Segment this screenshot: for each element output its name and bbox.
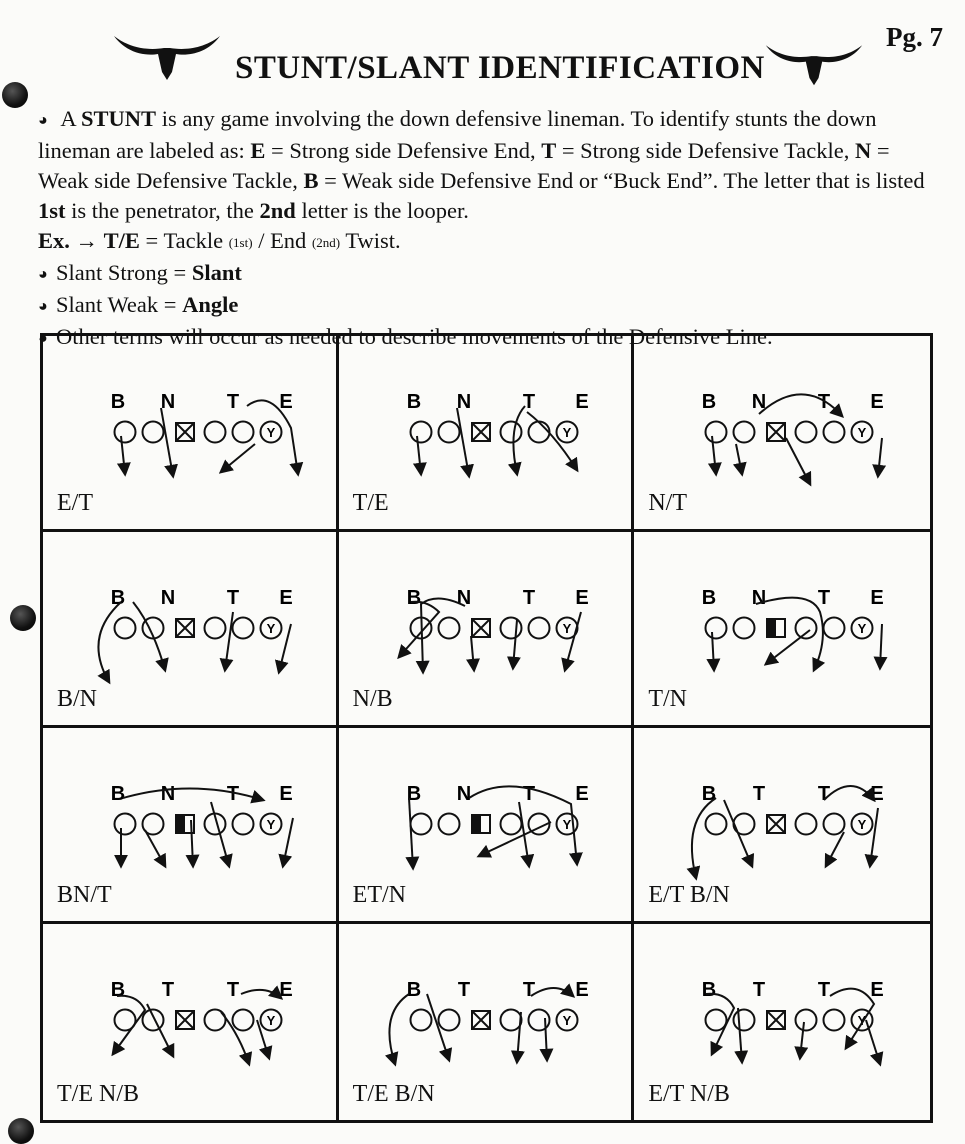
stunt-diagram-cell	[43, 924, 339, 1120]
defender-letter: E	[574, 783, 589, 805]
defender-letter: N	[456, 783, 471, 805]
stunt-diagram-cell	[43, 532, 339, 728]
movement-arrow	[545, 1018, 547, 1060]
offensive-lineman	[824, 422, 845, 443]
defender-letter: T	[226, 587, 240, 609]
movement-arrow	[241, 990, 281, 998]
stunt-diagram-cell	[43, 336, 339, 532]
stunt-label: T/E	[352, 490, 389, 516]
offensive-lineman	[143, 1010, 164, 1031]
offensive-lineman	[706, 814, 727, 835]
movement-arrow	[113, 996, 145, 1054]
center-x-mark	[472, 423, 490, 441]
offensive-lineman	[438, 422, 459, 443]
offensive-lineman	[233, 422, 254, 443]
intro-text	[38, 104, 938, 354]
offensive-lineman	[500, 1010, 521, 1031]
stunt-label: N/B	[352, 686, 393, 712]
tight-end-label: Y	[857, 1013, 867, 1028]
offensive-lineman	[734, 422, 755, 443]
offensive-lineman	[438, 814, 459, 835]
stunt-label: N/T	[648, 490, 687, 516]
defender-letter: B	[110, 587, 126, 609]
offensive-lineman	[528, 422, 549, 443]
offensive-lineman	[528, 618, 549, 639]
defender-letter: E	[870, 587, 884, 609]
defender-letter: E	[574, 979, 589, 1001]
bullet-helmet-icon: ◕	[38, 330, 48, 347]
center-x-mark	[472, 1011, 490, 1029]
offensive-lineman	[410, 422, 431, 443]
stunt-diagram-cell	[43, 728, 339, 924]
movement-arrow	[706, 994, 734, 1054]
movement-arrow	[531, 988, 573, 996]
stunt-diagram-cell	[634, 532, 930, 728]
defender-letter: T	[522, 587, 535, 609]
defender-letter: T	[522, 979, 535, 1001]
intro-paragraph: ◕ A STUNT is any game involving the down defensive lineman. To identify stunts the down lineman are labeled as: E = Strong side Defensive End, T = Strong side Defensive Tackle, N = Weak side Defensive Tackle, B = Weak side Defensive End or “Buck End”. The letter that is listed 1st is the penetrator, the 2nd letter is the looper.	[38, 106, 925, 223]
center-x-mark	[767, 1011, 785, 1029]
offensive-lineman	[500, 618, 521, 639]
defender-letter: B	[406, 783, 421, 805]
defender-letter: N	[160, 391, 176, 413]
defender-letter: N	[752, 587, 767, 609]
stunt-label: E/T B/N	[648, 882, 730, 908]
tight-end-label: Y	[562, 1013, 571, 1028]
tight-end-label: Y	[857, 621, 867, 636]
defender-letter: E	[279, 587, 293, 609]
defender-letter: E	[870, 979, 884, 1001]
binder-hole-middle	[10, 605, 36, 631]
offensive-lineman	[706, 1010, 727, 1031]
offensive-lineman	[233, 1010, 254, 1031]
movement-arrow	[123, 788, 263, 800]
binder-hole-top	[2, 82, 28, 108]
movement-arrow	[283, 818, 293, 866]
example-line: Ex. → T/E = Tackle (1st) / End (2nd) Twist.	[38, 228, 401, 253]
offensive-lineman	[143, 422, 164, 443]
center-x-mark	[176, 619, 194, 637]
defender-letter: T	[818, 587, 831, 609]
movement-arrow	[457, 408, 469, 476]
offensive-lineman	[205, 422, 226, 443]
movement-arrow	[880, 624, 882, 668]
slant-strong-line: ◕ Slant Strong = Slant	[38, 258, 938, 290]
stunt-label: BN/T	[57, 882, 112, 908]
offensive-lineman	[115, 422, 136, 443]
defender-letter: N	[456, 587, 471, 609]
defender-letter: T	[226, 783, 240, 805]
defender-letter: T	[457, 979, 470, 1001]
movement-arrow	[399, 602, 439, 657]
offensive-lineman	[233, 814, 254, 835]
defender-letter: B	[702, 979, 717, 1001]
defender-letter: E	[574, 391, 589, 413]
tight-end-label: Y	[857, 425, 867, 440]
offensive-lineman	[205, 618, 226, 639]
defender-letter: T	[522, 391, 535, 413]
defender-letter: N	[752, 391, 767, 413]
offensive-lineman	[706, 618, 727, 639]
stunt-diagram-cell	[339, 532, 635, 728]
offensive-lineman	[706, 422, 727, 443]
offensive-lineman	[734, 1010, 755, 1031]
offensive-lineman	[824, 814, 845, 835]
offensive-lineman	[410, 1010, 431, 1031]
center-x-mark	[176, 423, 194, 441]
longhorn-logo-right	[764, 38, 864, 88]
defender-letter: B	[702, 391, 717, 413]
bullet-helmet-icon: ◕	[38, 266, 48, 283]
movement-arrow	[692, 798, 716, 878]
defender-letter: T	[753, 979, 766, 1001]
defender-letter: E	[574, 587, 589, 609]
movement-arrow	[800, 1022, 804, 1058]
center-half-fill	[176, 815, 185, 833]
offensive-lineman	[734, 618, 755, 639]
defender-letter: B	[406, 391, 421, 413]
tight-end-label: Y	[562, 817, 571, 832]
defender-letter: N	[160, 587, 176, 609]
stunt-label: E/T N/B	[648, 1081, 730, 1107]
defender-letter: B	[110, 391, 126, 413]
tight-end-label: Y	[857, 817, 867, 832]
stunt-diagram-cell	[339, 924, 635, 1120]
offensive-lineman	[115, 814, 136, 835]
movement-arrow	[221, 444, 255, 472]
defender-letter: B	[406, 979, 421, 1001]
bullet-helmet-icon: ◕	[38, 298, 48, 315]
defender-letter: N	[160, 783, 176, 805]
defender-letter: B	[110, 783, 126, 805]
offensive-lineman	[438, 1010, 459, 1031]
defender-letter: T	[226, 979, 240, 1001]
arrow-right-icon: →	[75, 228, 99, 253]
movement-arrow	[225, 612, 233, 670]
movement-arrow	[98, 602, 121, 682]
defender-letter: T	[161, 979, 175, 1001]
offensive-lineman	[796, 618, 817, 639]
stunt-label: B/N	[57, 686, 98, 712]
movement-arrow	[517, 1012, 521, 1062]
stunt-diagram-grid	[40, 333, 933, 1123]
defender-letter: T	[753, 783, 766, 805]
center-x-mark	[767, 423, 785, 441]
center-x-mark	[472, 619, 490, 637]
defender-letter: E	[279, 979, 293, 1001]
stunt-diagram-cell	[634, 728, 930, 924]
defender-letter: T	[818, 979, 831, 1001]
movement-arrow	[389, 994, 409, 1064]
defender-letter: T	[818, 391, 831, 413]
offensive-lineman	[796, 814, 817, 835]
movement-arrow	[161, 408, 173, 476]
stunt-diagram-cell	[339, 728, 635, 924]
defender-letter: B	[702, 587, 717, 609]
movement-arrow	[145, 830, 165, 866]
tight-end-label: Y	[266, 621, 276, 636]
defender-letter: E	[870, 391, 884, 413]
longhorn-logo-left	[112, 28, 222, 83]
movement-arrow	[471, 636, 474, 670]
slant-weak-line: ◕ Slant Weak = Angle	[38, 290, 938, 322]
offensive-lineman	[824, 618, 845, 639]
page-number: Pg. 7	[886, 22, 943, 52]
offensive-lineman	[796, 1010, 817, 1031]
movement-arrow	[826, 832, 844, 866]
movement-arrow	[870, 808, 878, 866]
stunt-diagram-cell	[339, 336, 635, 532]
center-x-mark	[767, 815, 785, 833]
offensive-lineman	[410, 814, 431, 835]
movement-arrow	[738, 1008, 742, 1062]
tight-end-label: Y	[266, 1013, 276, 1028]
bullet-helmet-icon: ◕	[38, 112, 48, 129]
offensive-lineman	[438, 618, 459, 639]
stunt-diagram-cell	[634, 336, 930, 532]
movement-arrow	[513, 620, 517, 668]
defender-letter: E	[279, 783, 293, 805]
stunt-label: T/E N/B	[57, 1081, 139, 1107]
offensive-lineman	[500, 422, 521, 443]
movement-arrow	[736, 444, 742, 474]
movement-arrow	[409, 798, 413, 868]
center-half-fill	[767, 619, 776, 637]
movement-arrow	[786, 438, 810, 484]
movement-arrow	[824, 786, 874, 800]
page-title: STUNT/SLANT IDENTIFICATION	[235, 50, 765, 86]
defender-letter: T	[522, 783, 535, 805]
offensive-lineman	[824, 1010, 845, 1031]
defender-letter: N	[456, 391, 471, 413]
stunt-label: T/E B/N	[352, 1081, 435, 1107]
tight-end-label: Y	[266, 817, 276, 832]
other-terms-line: ◕ Other terms will occur as needed to describe movements of the Defensive Line.	[38, 322, 938, 354]
defender-letter: T	[226, 391, 240, 413]
movement-arrow	[191, 820, 193, 866]
tight-end-label: Y	[562, 621, 571, 636]
offensive-lineman	[796, 422, 817, 443]
stunt-label: E/T	[57, 490, 93, 516]
stunt-label: T/N	[648, 686, 687, 712]
tight-end-label: Y	[266, 425, 276, 440]
movement-arrow	[866, 1020, 880, 1064]
defender-letter: B	[702, 783, 717, 805]
stunt-label: ET/N	[352, 882, 406, 908]
defender-letter: E	[279, 391, 293, 413]
binder-hole-bottom	[8, 1118, 34, 1144]
offensive-lineman	[115, 618, 136, 639]
defender-letter: B	[110, 979, 126, 1001]
offensive-lineman	[233, 618, 254, 639]
movement-arrow	[427, 994, 449, 1060]
defender-letter: E	[870, 783, 884, 805]
tight-end-label: Y	[562, 425, 571, 440]
movement-arrow	[878, 438, 882, 476]
offensive-lineman	[500, 814, 521, 835]
center-half-fill	[472, 815, 481, 833]
center-x-mark	[176, 1011, 194, 1029]
defender-letter: T	[818, 783, 831, 805]
defender-letter: B	[406, 587, 421, 609]
stunt-diagram-cell	[634, 924, 930, 1120]
